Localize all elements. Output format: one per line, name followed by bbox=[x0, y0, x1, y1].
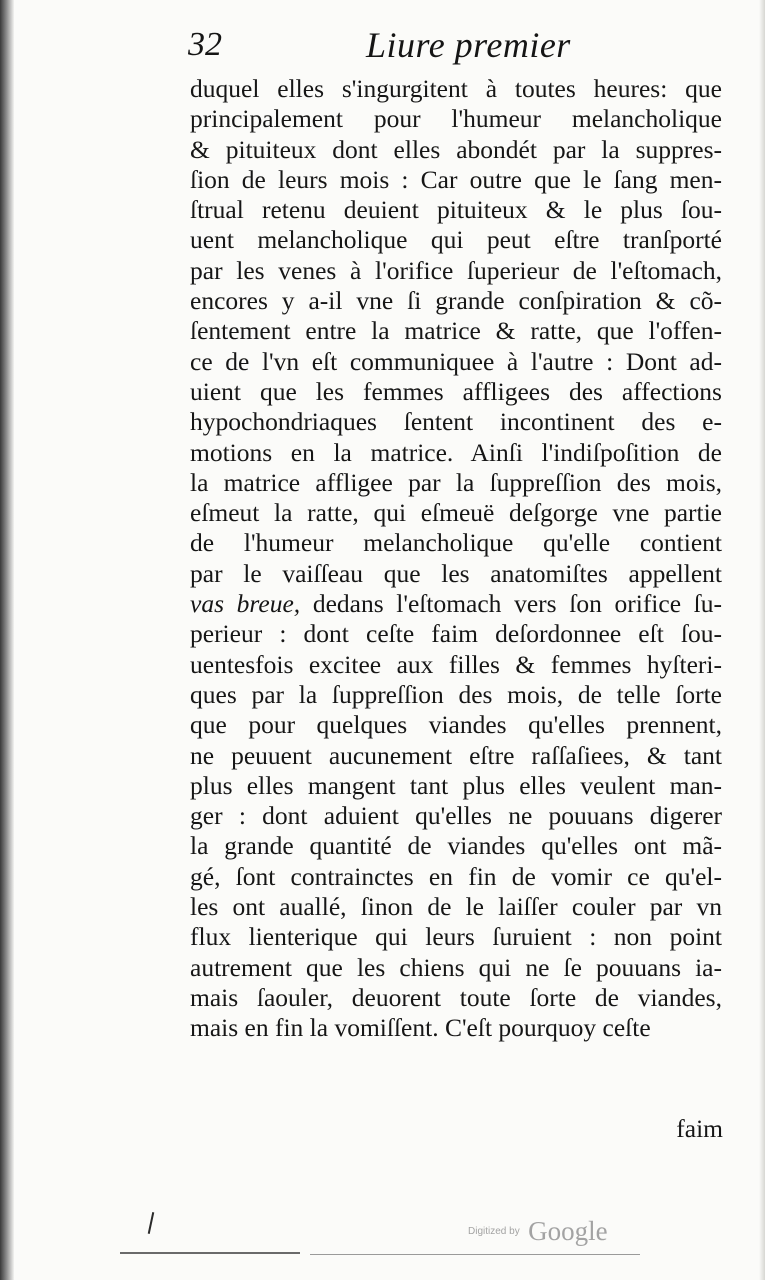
text-line: uent melancholique qui peut eſtre tranſporté bbox=[190, 225, 722, 255]
watermark-prefix: Digitized by bbox=[468, 1226, 520, 1237]
text-line: ques par la ſuppreſſion des mois, de telle ſorte bbox=[190, 679, 722, 709]
text-line: uentesfois excitee aux filles & femmes hyſteri- bbox=[190, 649, 722, 679]
digitized-by-google-watermark bbox=[468, 1216, 608, 1247]
ink-mark bbox=[148, 1212, 155, 1234]
text-line: ger : dont aduient qu'elles ne pouuans digerer bbox=[190, 801, 722, 831]
text-line: gé, ſont contrainctes en fin de vomir ce qu'el- bbox=[190, 861, 722, 891]
text-line: par le vaiſſeau que les anatomiſtes appellent bbox=[190, 558, 722, 588]
text-line: ſentement entre la matrice & ratte, que l'offen- bbox=[190, 316, 722, 346]
ink-mark bbox=[310, 1254, 640, 1255]
text-line: les ont auallé, ſinon de le laiſſer couler par vn bbox=[190, 892, 722, 922]
text-line: & pituiteux dont elles abondét par la suppres- bbox=[190, 134, 722, 164]
text-line: flux lienterique qui leurs ſuruient : non point bbox=[190, 922, 722, 952]
text-line: eſmeut la ratte, qui eſmeuë deſgorge vne partie bbox=[190, 498, 722, 528]
text-line: la matrice affligee par la ſuppreſſion des mois, bbox=[190, 467, 722, 497]
text-line: encores y a-il vne ſi grande conſpiration & cõ- bbox=[190, 286, 722, 316]
text-line: mais ſaouler, deuorent toute ſorte de viandes, bbox=[190, 982, 722, 1012]
text-line: duquel elles s'ingurgitent à toutes heures: que bbox=[190, 74, 722, 103]
text-line: ne peuuent aucunement eſtre raſſaſiees, & tant bbox=[190, 740, 722, 770]
text-line: de l'humeur melancholique qu'elle contient bbox=[190, 528, 722, 558]
text-line: principalement pour l'humeur melancholique bbox=[190, 104, 722, 134]
text-line: motions en la matrice. Ainſi l'indiſpoſition de bbox=[190, 437, 722, 467]
binding-gutter bbox=[0, 0, 14, 1280]
text-line: ſion de leurs mois : Car outre que le ſang men- bbox=[190, 164, 722, 194]
body-text bbox=[190, 74, 722, 1044]
italic-term: vas breue, bbox=[190, 589, 301, 619]
text-line: plus elles mangent tant plus elles veulent man- bbox=[190, 770, 722, 800]
text-line: ſtrual retenu deuient pituiteux & le plus ſou- bbox=[190, 195, 722, 225]
text-line: uient que les femmes affligees des affections bbox=[190, 376, 722, 406]
text-line-with-italic bbox=[190, 589, 722, 619]
google-logo: Google bbox=[528, 1216, 608, 1246]
running-head: Liure premier bbox=[366, 25, 571, 65]
page-number: 32 bbox=[188, 26, 222, 63]
text-line-rest: dedans l'eſtomach vers ſon orifice ſu- bbox=[312, 589, 723, 619]
text-line: ce de l'vn eſt communiquee à l'autre : Dont ad- bbox=[190, 346, 722, 376]
text-line: la grande quantité de viandes qu'elles ont mã- bbox=[190, 831, 722, 861]
text-line: mais en fin la vomiſſent. C'eſt pourquoy ceſte bbox=[190, 1013, 651, 1043]
text-line: hypochondriaques ſentent incontinent des e- bbox=[190, 407, 722, 437]
ink-mark bbox=[120, 1252, 300, 1254]
text-line: que pour quelques viandes qu'elles prennent, bbox=[190, 710, 722, 740]
catchword: faim bbox=[676, 1114, 723, 1143]
text-line: autrement que les chiens qui ne ſe pouuans ia- bbox=[190, 952, 722, 982]
text-line: perieur : dont ceſte faim deſordonnee eſt ſou- bbox=[190, 619, 722, 649]
page-header bbox=[188, 24, 708, 70]
text-line: par les venes à l'orifice ſuperieur de l'eſtomach, bbox=[190, 255, 722, 285]
page-edge bbox=[759, 0, 765, 1280]
